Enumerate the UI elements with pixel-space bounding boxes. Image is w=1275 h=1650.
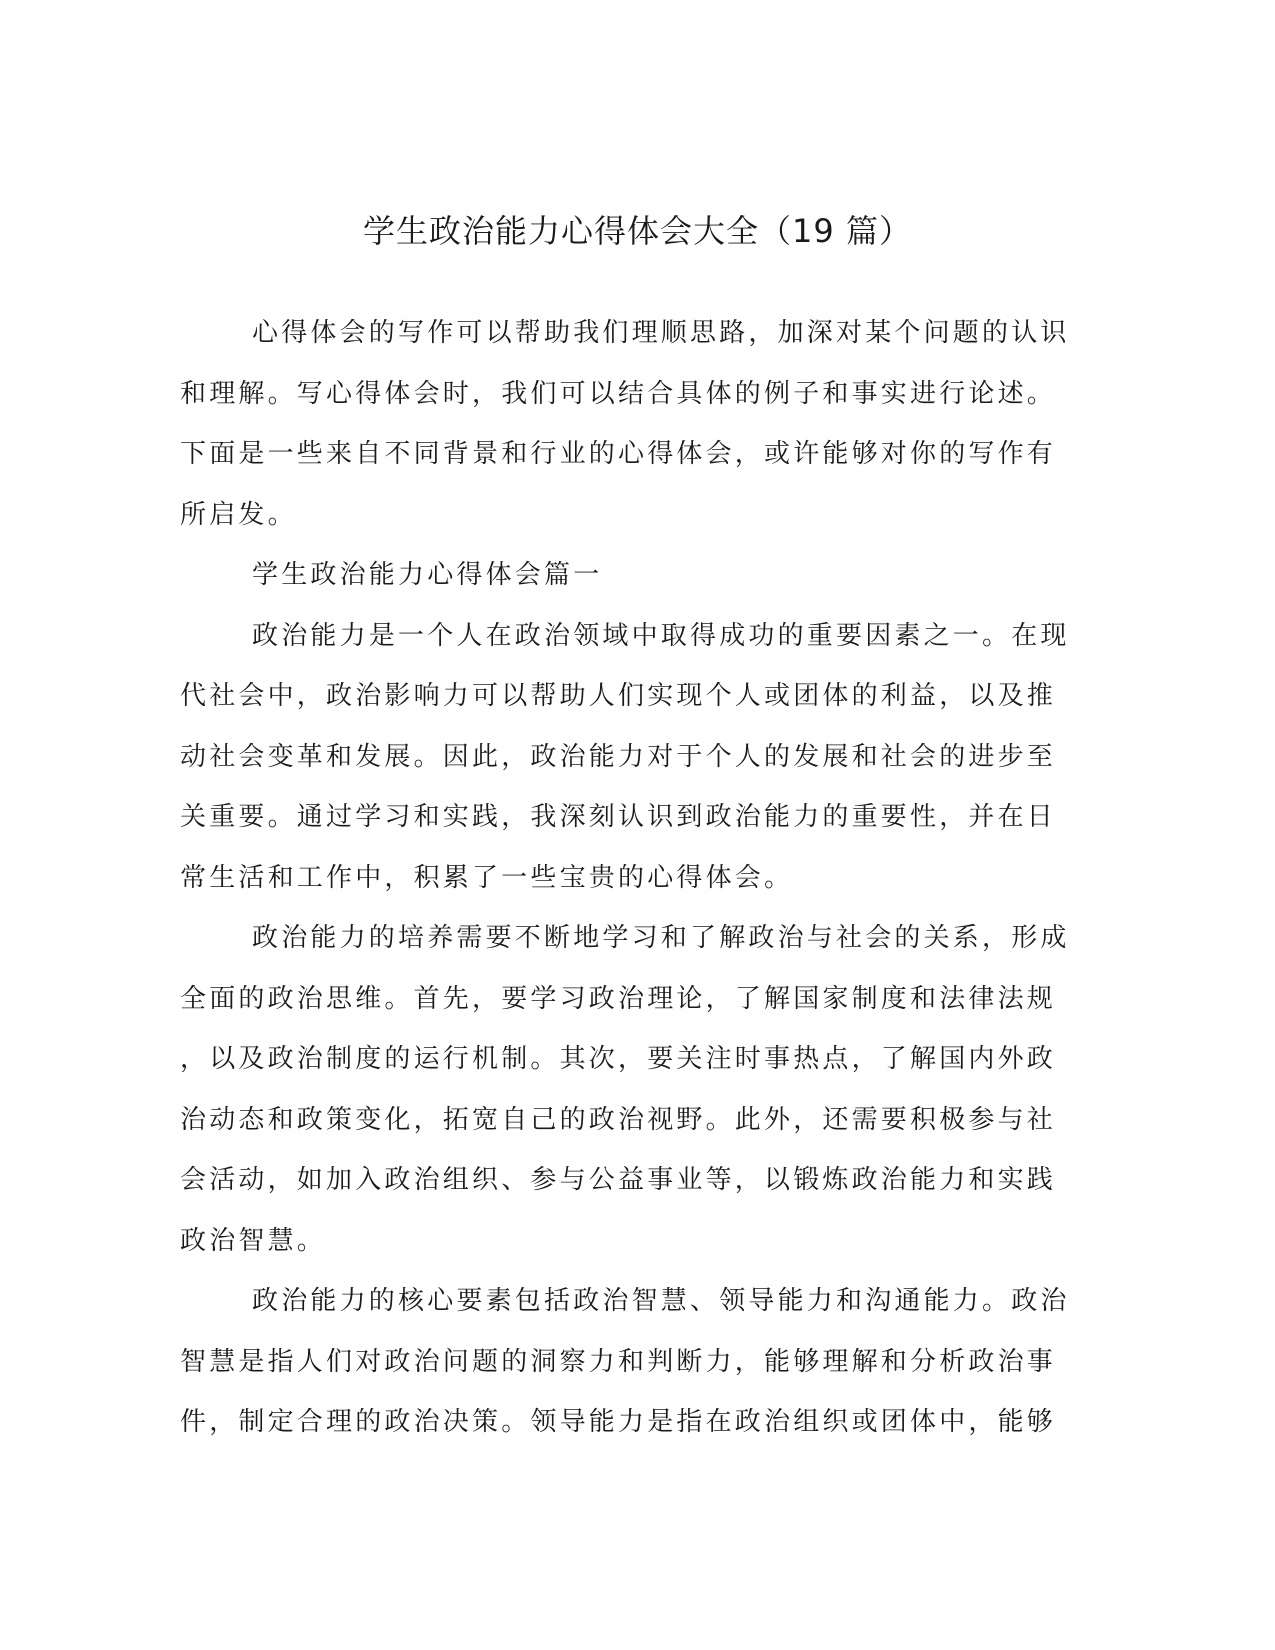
document-title: 学生政治能力心得体会大全（19 篇）	[363, 212, 912, 250]
text-line: 政治能力是一个人在政治领域中取得成功的重要因素之一。在现	[252, 620, 1070, 651]
text-line: 动社会变革和发展。因此，政治能力对于个人的发展和社会的进步至	[180, 741, 1057, 772]
text-line: 全面的政治思维。首先，要学习政治理论，了解国家制度和法律法规	[180, 983, 1057, 1014]
text-line: 所启发。	[180, 499, 297, 530]
text-line: 治动态和政策变化，拓宽自己的政治视野。此外，还需要积极参与社	[180, 1104, 1057, 1135]
document-body	[180, 303, 1070, 1453]
text-line: 心得体会的写作可以帮助我们理顺思路，加深对某个问题的认识	[252, 318, 1070, 348]
text-line: 下面是一些来自不同背景和行业的心得体会，或许能够对你的写作有	[180, 439, 1057, 469]
text-line: 政治能力的培养需要不断地学习和了解政治与社会的关系，形成	[252, 923, 1070, 953]
text-line: 学生政治能力心得体会篇一	[252, 560, 603, 590]
text-line: 关重要。通过学习和实践，我深刻认识到政治能力的重要性，并在日	[180, 802, 1057, 832]
text-line: 代社会中，政治影响力可以帮助人们实现个人或团体的利益，以及推	[180, 681, 1057, 711]
text-line: 件，制定合理的政治决策。领导能力是指在政治组织或团体中，能够	[180, 1407, 1057, 1437]
text-line: 智慧是指人们对政治问题的洞察力和判断力，能够理解和分析政治事	[180, 1346, 1057, 1377]
text-line: ，以及政治制度的运行机制。其次，要关注时事热点，了解国内外政	[180, 1044, 1057, 1074]
text-line: 和理解。写心得体会时，我们可以结合具体的例子和事实进行论述。	[180, 378, 1057, 409]
text-line: 政治能力的核心要素包括政治智慧、领导能力和沟通能力。政治	[252, 1286, 1070, 1316]
text-line: 常生活和工作中，积累了一些宝贵的心得体会。	[180, 862, 794, 893]
text-line: 会活动，如加入政治组织、参与公益事业等，以锻炼政治能力和实践	[180, 1165, 1057, 1195]
text-line: 政治智慧。	[180, 1225, 327, 1256]
